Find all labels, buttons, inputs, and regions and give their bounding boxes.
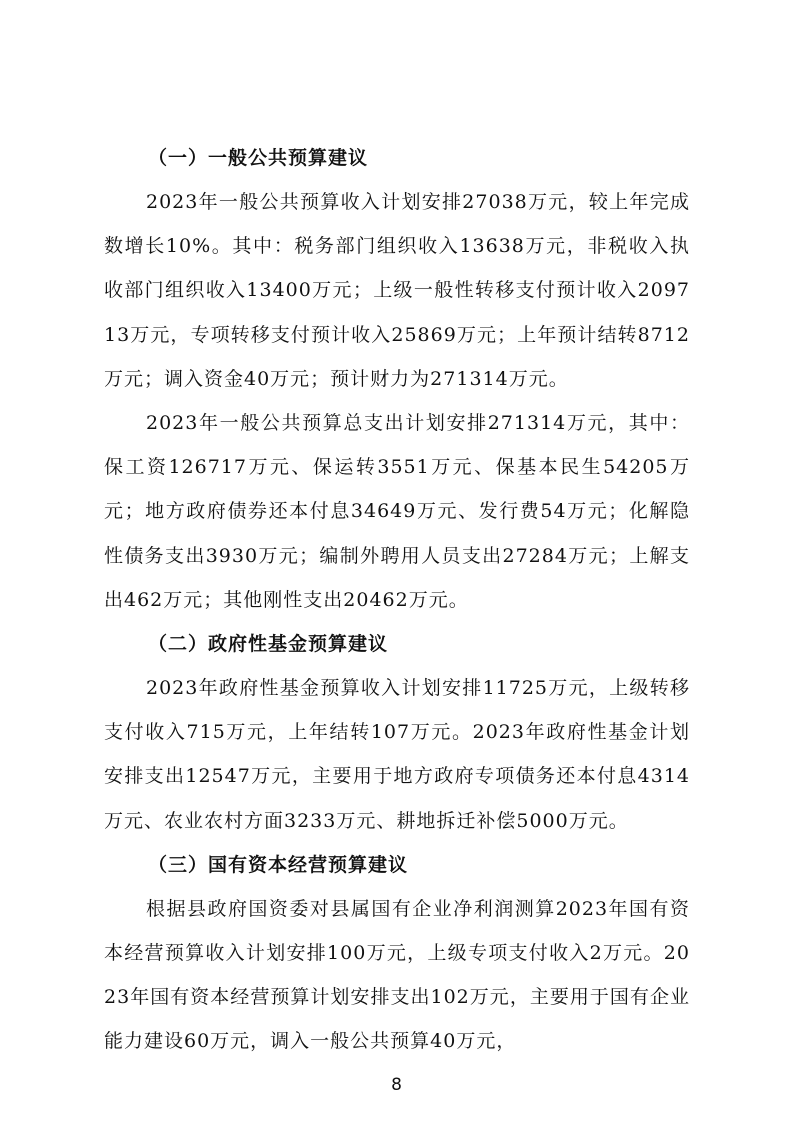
paragraph-government-fund-budget: 2023年政府性基金预算收入计划安排11725万元，上级转移支付收入715万元，上年结转107万元。2023年政府性基金计划安排支出12547万元，主要用于地方政府专项债务还本付息4314万元、农业农村方面3233万元、耕地拆迁补偿5000万元。 [104, 677, 690, 832]
paragraph-state-capital-budget: 根据县政府国资委对县属国有企业净利润测算2023年国有资本经营预算收入计划安排100万元，上级专项支付收入2万元。2023年国有资本经营预算计划安排支出102万元，主要用于国有企业能力建设60万元，调入一般公共预算40万元， [104, 897, 690, 1053]
page-number: 8 [391, 1075, 402, 1095]
paragraph-general-budget-revenue: 2023年一般公共预算收入计划安排27038万元，较上年完成数增长10%。其中：税务部门组织收入13638万元，非税收入执收部门组织收入13400万元；上级一般性转移支付预计收入209713万元，专项转移支付预计收入25869万元；上年预计结转8712万元；调入资金40万元；预计财力为271314万元。 [104, 191, 690, 390]
section-heading-general-budget: （一）一般公共预算建议 [148, 147, 369, 169]
paragraph-general-budget-expenditure: 2023年一般公共预算总支出计划安排271314万元，其中：保工资126717万元、保运转3551万元、保基本民生54205万元；地方政府债券还本付息34649万元、发行费54万元；化解隐性债务支出3930万元；编制外聘用人员支出27284万元；上解支出462万元；其他刚性支出20462万元。 [104, 412, 690, 611]
section-heading-government-fund-budget: （二）政府性基金预算建议 [148, 633, 389, 656]
document-body [104, 136, 690, 1064]
section-heading-state-capital-budget: （三）国有资本经营预算建议 [148, 853, 409, 876]
